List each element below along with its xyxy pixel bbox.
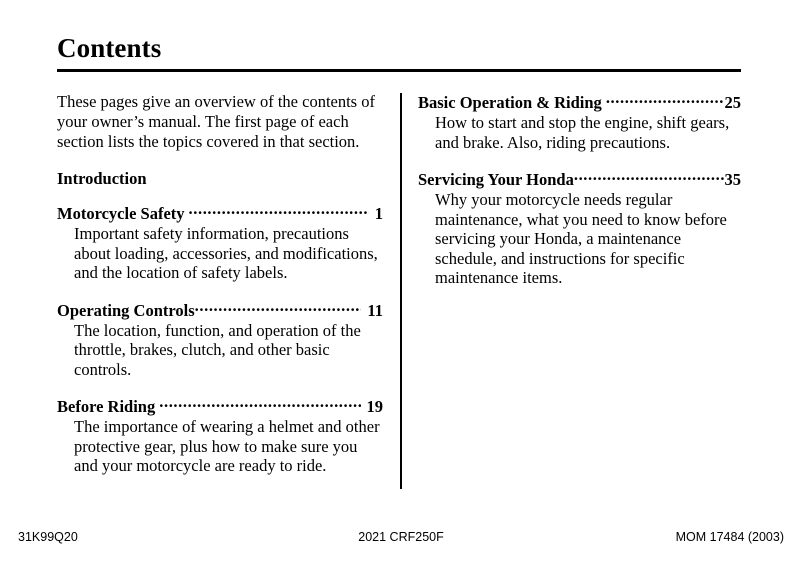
dot-leader	[189, 203, 369, 219]
toc-entry-operating-controls[interactable]	[57, 300, 383, 380]
intro-paragraph: These pages give an overview of the contents of your owner’s manual. The first page of each section lists the topics covered in that section.	[57, 92, 375, 151]
page-footer	[0, 530, 802, 550]
toc-entry-page-number: 19	[366, 397, 383, 416]
section-label-introduction: Introduction	[57, 169, 147, 188]
toc-entry-description: The location, function, and operation of the throttle, brakes, clutch, and other basic controls.	[74, 320, 361, 379]
footer-part-number: 31K99Q20	[18, 530, 78, 544]
dot-leader	[574, 169, 724, 185]
toc-entry-head	[57, 396, 383, 417]
toc-entry-page-number: 25	[724, 93, 741, 112]
toc-entry-description: The importance of wearing a helmet and other protective gear, plus how to make sure you and your motorcycle are ready to ride.	[74, 417, 380, 475]
right-column	[418, 92, 741, 288]
dot-leader	[195, 300, 362, 316]
toc-entry-title: Motorcycle Safety	[57, 204, 185, 223]
toc-entry-page-number: 35	[724, 170, 741, 189]
footer-publication-code: MOM 17484 (2003)	[675, 530, 784, 544]
page-title: Contents	[57, 33, 162, 63]
toc-entry-title: Basic Operation & Riding	[418, 93, 602, 112]
title-rule	[57, 69, 741, 72]
toc-entry-head	[57, 300, 383, 321]
toc-entry-before-riding[interactable]	[57, 396, 383, 476]
toc-entry-page-number: 1	[374, 204, 383, 223]
toc-entry-head	[418, 92, 741, 113]
toc-entry-basic-operation-riding[interactable]	[418, 92, 741, 152]
dot-leader	[606, 92, 724, 108]
toc-entry-description: How to start and stop the engine, shift gears, and brake. Also, riding precautions.	[435, 113, 730, 152]
title-block	[57, 34, 741, 72]
toc-entry-page-number: 11	[367, 300, 383, 320]
toc-entry-title: Servicing Your Honda	[418, 170, 574, 189]
toc-entry-description: Important safety information, precautions about loading, accessories, and modifications, and the location of safety labels.	[74, 224, 378, 282]
toc-entry-title: Operating Controls	[57, 300, 195, 320]
toc-entry-head	[57, 203, 383, 224]
toc-entry-head	[418, 169, 741, 190]
left-column	[57, 92, 383, 476]
footer-model: 2021 CRF250F	[358, 530, 444, 544]
toc-entry-servicing-your-honda[interactable]	[418, 169, 741, 288]
column-divider	[400, 93, 402, 489]
toc-entry-motorcycle-safety[interactable]	[57, 203, 383, 283]
toc-entry-description: Why your motorcycle needs regular maintenance, what you need to know before servicing your Honda, a maintenance schedule, and instructions for specific maintenance items.	[435, 190, 727, 287]
toc-entry-title: Before Riding	[57, 397, 156, 416]
dot-leader	[159, 396, 360, 412]
